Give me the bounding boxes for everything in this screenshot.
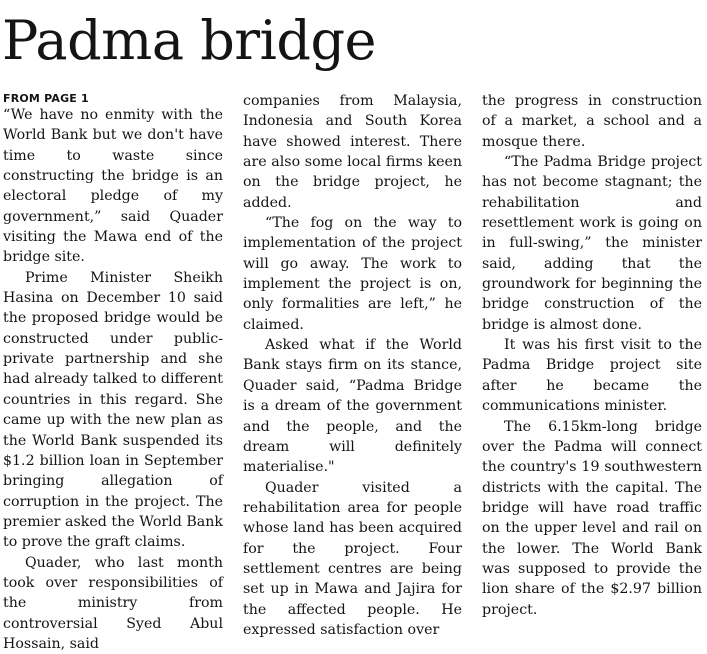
continuation-kicker: FROM PAGE 1 <box>3 92 89 105</box>
paragraph: Quader visited a rehabilitation area for people whose land has been acquired for the project. Four settlement centres are being set up in Mawa and Jajira for the affected people. He expressed satisfaction over <box>243 479 462 638</box>
paragraph: “The fog on the way to implementation of the project will go away. The work to implement the project is on, only formalities are left,” he claimed. <box>243 215 462 333</box>
headline: Padma bridge <box>2 9 376 72</box>
paragraph: Asked what if the World Bank stays firm on its stance, Quader said, “Padma Bridge is a dream of the government and the people, and the dream will definitely materialise." <box>243 337 462 476</box>
paragraph: The 6.15km-long bridge over the Padma will connect the country's 19 southwestern districts with the capital. The bridge will have road traffic on the upper level and rail on the lower. The World Bank was supposed to provide the lion share of the $2.97 billion project. <box>482 418 702 618</box>
column-1 <box>3 91 223 654</box>
column-2 <box>243 91 462 640</box>
paragraph: the progress in construction of a market, a school and a mosque there. <box>482 93 702 150</box>
paragraph: Quader, who last month took over responsibilities of the ministry from controversial Syed Abul Hossain, said <box>3 554 223 652</box>
paragraph: companies from Malaysia, Indonesia and South Korea have showed interest. There are also some local firms keen on the bridge project, he added. <box>243 93 462 211</box>
paragraph: It was his first visit to the Padma Bridge project site after he became the communications minister. <box>482 337 702 415</box>
paragraph: “The Padma Bridge project has not become stagnant; the rehabilitation and resettlement work is going on in full-swing,” the minister said, adding that the groundwork for beginning the bridge construction of the bridge is almost done. <box>482 154 702 333</box>
paragraph: Prime Minister Sheikh Hasina on December 10 said the proposed bridge would be constructed under public-private partnership and she had already talked to different countries in this regard. She came up with the new plan as the World Bank suspended its $1.2 billion loan in September bringing allegation of corruption in the project. The premier asked the World Bank to prove the graft claims. <box>3 269 223 551</box>
paragraph: “We have no enmity with the World Bank but we don't have time to waste since constructing the bridge is an electoral pledge of my government,” said Quader visiting the Mawa end of the bridge site. <box>3 107 223 266</box>
column-3 <box>482 91 702 620</box>
